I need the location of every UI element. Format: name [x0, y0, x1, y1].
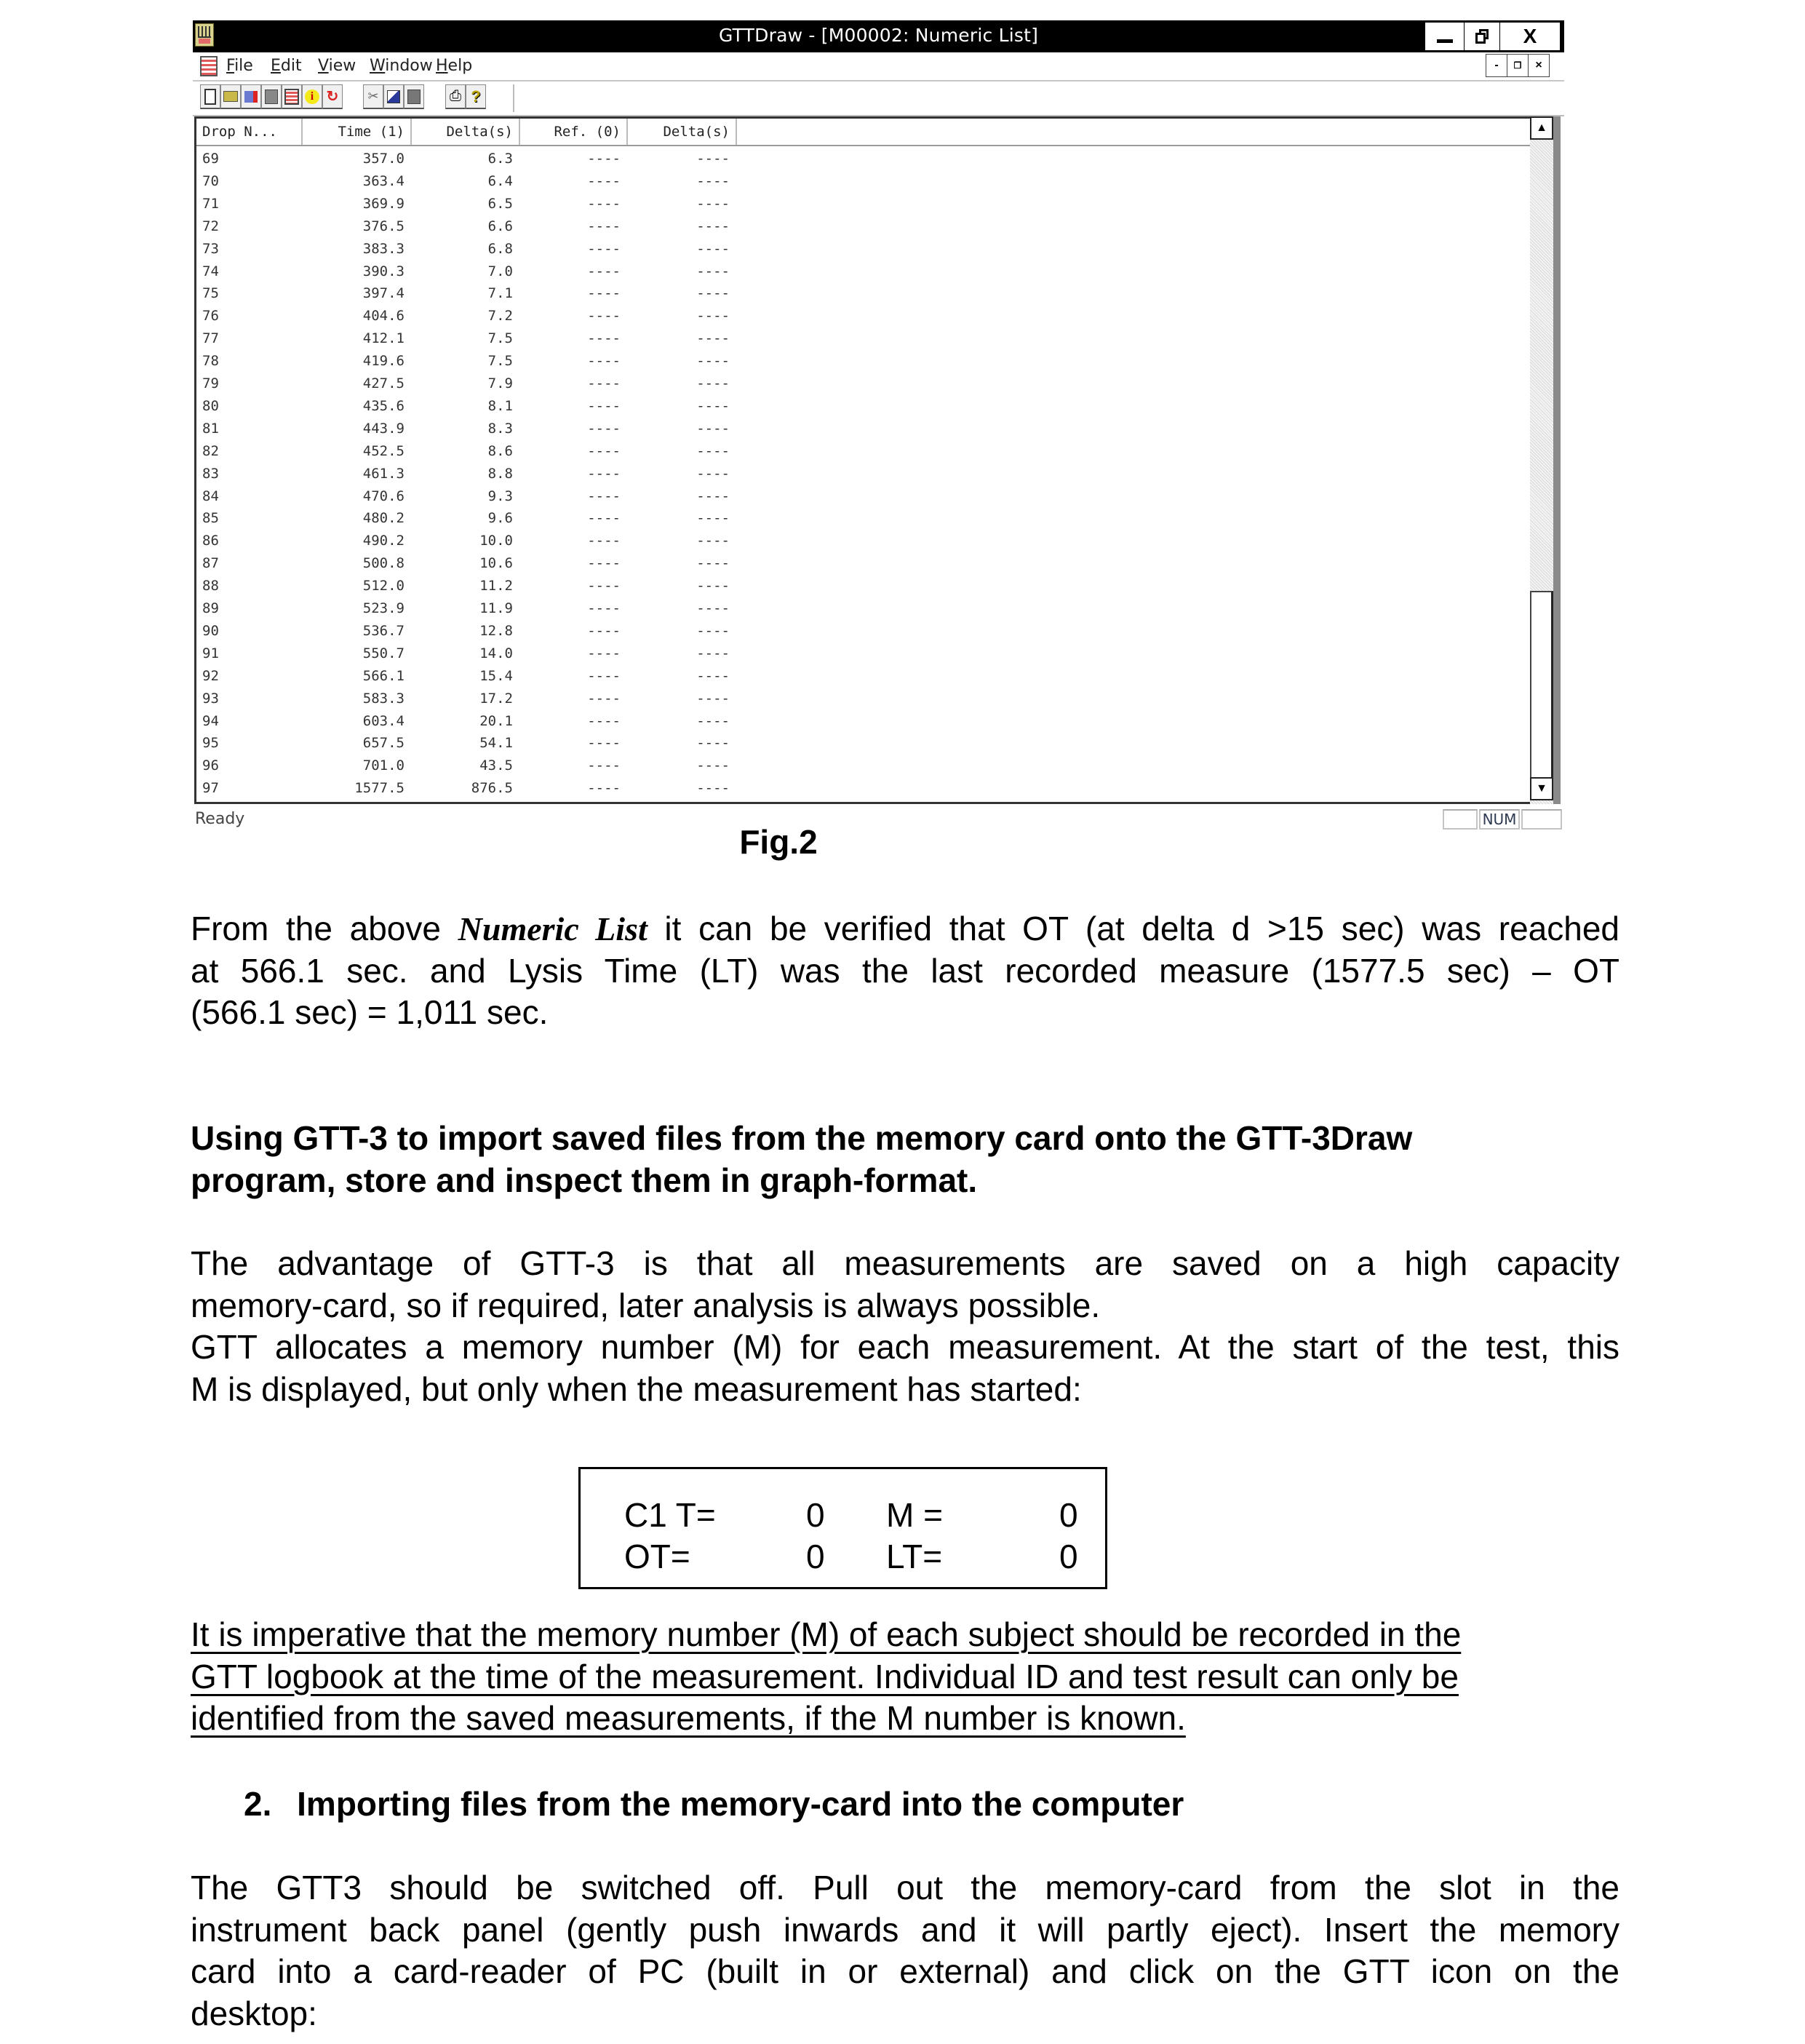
cell-delta: 6.5: [487, 195, 513, 212]
table-row[interactable]: [196, 777, 778, 800]
cell-delta-ref: ----: [696, 172, 730, 189]
cell-drop-number: 83: [202, 465, 219, 482]
cell-delta-ref: ----: [696, 578, 730, 594]
window-close-button[interactable]: [1499, 22, 1561, 51]
cell-ref: ----: [587, 195, 621, 212]
column-header-delta[interactable]: Delta(s): [412, 119, 520, 145]
display-label-c1t: C1 T=: [624, 1496, 716, 1534]
cell-drop-number: 97: [202, 780, 219, 797]
table-row[interactable]: [196, 395, 778, 418]
cell-time: 490.2: [362, 533, 405, 549]
column-header-drop-number[interactable]: Drop N...: [196, 119, 303, 145]
cell-delta: 6.6: [487, 218, 513, 234]
menu-bar: [193, 52, 1564, 81]
cell-ref: ----: [587, 578, 621, 594]
cell-time: 1577.5: [354, 780, 405, 797]
cell-drop-number: 79: [202, 375, 219, 391]
cell-time: 657.5: [362, 735, 405, 752]
figure-caption: Fig.2: [739, 823, 818, 861]
cell-ref: ----: [587, 757, 621, 774]
menu-edit[interactable]: Edit: [271, 57, 302, 75]
table-row[interactable]: [196, 755, 778, 777]
menu-file-rest: ile: [234, 57, 253, 75]
cell-delta-ref: ----: [696, 757, 730, 774]
scroll-down-button[interactable]: [1530, 777, 1553, 800]
cell-delta: 11.2: [479, 578, 513, 594]
cell-ref: ----: [587, 375, 621, 391]
section-title: Importing files from the memory-card into the computer: [297, 1785, 1184, 1823]
numeric-list-button[interactable]: [282, 84, 302, 109]
cell-drop-number: 70: [202, 172, 219, 189]
cell-ref: ----: [587, 555, 621, 572]
paste-button[interactable]: [404, 84, 424, 109]
section-2-heading: [244, 1784, 1184, 1824]
cell-delta-ref: ----: [696, 151, 730, 167]
cell-delta: 10.0: [479, 533, 513, 549]
cell-time: 500.8: [362, 555, 405, 572]
numeric-list-icon: [284, 89, 299, 105]
window-title: GTTDraw - [M00002: Numeric List]: [718, 25, 1039, 46]
cell-delta-ref: ----: [696, 555, 730, 572]
menu-window[interactable]: Window: [370, 57, 433, 75]
imperative-note: It is imperative that the memory number (M) of each subject should be recorded in the GTT logbook at the time of the measurement. Individual ID and test result can only be identified from the saved measurements, if the M number is known.: [191, 1615, 1462, 1737]
cell-delta: 8.3: [487, 420, 513, 437]
cell-delta: 10.6: [479, 555, 513, 572]
table-row[interactable]: [196, 215, 778, 238]
arrow-up-icon: ▲: [1536, 122, 1547, 134]
cell-delta-ref: ----: [696, 420, 730, 437]
cell-delta: 6.8: [487, 240, 513, 257]
cell-delta: 15.4: [479, 667, 513, 684]
cell-delta-ref: ----: [696, 645, 730, 661]
table-row[interactable]: [196, 463, 778, 485]
cell-delta: 8.6: [487, 442, 513, 459]
cell-delta-ref: ----: [696, 735, 730, 752]
mdi-minimize-button[interactable]: [1486, 54, 1507, 77]
paragraph-import-steps: The GTT3 should be switched off. Pull out the memory-card from the slot in the instrument back panel (gently push inwards and it will partly eject). Insert the memory card into a card-reader of PC (built in or external) and click on the GTT icon on the desktop:: [191, 1869, 1619, 2032]
display-value-c1t: 0: [806, 1496, 825, 1534]
close-icon: ×: [1535, 59, 1542, 71]
cell-delta: 12.8: [479, 622, 513, 639]
cell-time: 412.1: [362, 330, 405, 347]
cell-drop-number: 78: [202, 353, 219, 370]
copy-button[interactable]: [383, 84, 404, 109]
copy-icon: [387, 90, 400, 103]
window-restore-button[interactable]: [1464, 22, 1500, 51]
restore-icon: ❐: [1513, 60, 1522, 71]
table-row[interactable]: [196, 530, 778, 552]
refresh-button[interactable]: [322, 84, 343, 109]
cell-delta: 6.4: [487, 172, 513, 189]
cell-time: 383.3: [362, 240, 405, 257]
cell-delta-ref: ----: [696, 195, 730, 212]
cell-ref: ----: [587, 465, 621, 482]
paste-icon: [407, 90, 421, 104]
cell-delta: 9.3: [487, 488, 513, 504]
section-number: 2.: [244, 1785, 272, 1823]
arrow-down-icon: ▼: [1536, 782, 1547, 795]
refresh-icon: ↻: [326, 89, 339, 105]
menu-view[interactable]: View: [318, 57, 356, 75]
cell-drop-number: 73: [202, 240, 219, 257]
export-button[interactable]: [241, 84, 261, 109]
cell-delta-ref: ----: [696, 442, 730, 459]
table-row[interactable]: [196, 710, 778, 733]
cell-delta-ref: ----: [696, 218, 730, 234]
cell-drop-number: 85: [202, 510, 219, 527]
table-row[interactable]: [196, 282, 778, 305]
numeric-list-emphasis: Numeric List: [458, 910, 648, 947]
table-row[interactable]: [196, 575, 778, 597]
cell-delta-ref: ----: [696, 533, 730, 549]
cell-drop-number: 84: [202, 488, 219, 504]
print-icon: ⎙: [450, 88, 461, 104]
status-text: Ready: [195, 810, 245, 828]
cell-drop-number: 91: [202, 645, 219, 661]
open-button[interactable]: [220, 84, 241, 109]
cell-time: 397.4: [362, 285, 405, 302]
cell-drop-number: 80: [202, 397, 219, 414]
cell-time: 357.0: [362, 151, 405, 167]
cell-delta: 43.5: [479, 757, 513, 774]
cell-delta: 8.8: [487, 465, 513, 482]
cell-time: 404.6: [362, 308, 405, 325]
display-label-ot: OT=: [624, 1538, 690, 1575]
display-label-m: M =: [886, 1496, 943, 1534]
cell-drop-number: 94: [202, 712, 219, 729]
cell-delta: 7.2: [487, 308, 513, 325]
cell-drop-number: 86: [202, 533, 219, 549]
cell-delta-ref: ----: [696, 622, 730, 639]
cell-delta-ref: ----: [696, 240, 730, 257]
cell-ref: ----: [587, 690, 621, 707]
cell-drop-number: 93: [202, 690, 219, 707]
cell-time: 452.5: [362, 442, 405, 459]
cell-ref: ----: [587, 645, 621, 661]
cell-delta-ref: ----: [696, 667, 730, 684]
cell-drop-number: 72: [202, 218, 219, 234]
cell-ref: ----: [587, 172, 621, 189]
cell-ref: ----: [587, 600, 621, 616]
cell-time: 480.2: [362, 510, 405, 527]
restore-icon: [1475, 29, 1489, 44]
table-row[interactable]: [196, 732, 778, 755]
section-heading-import: Using GTT-3 to import saved files from the memory card onto the GTT-3Draw program, store and inspect them in graph-format.: [191, 1119, 1413, 1199]
cell-ref: ----: [587, 488, 621, 504]
cell-ref: ----: [587, 510, 621, 527]
cell-delta-ref: ----: [696, 465, 730, 482]
close-icon: X: [1523, 25, 1537, 47]
cell-ref: ----: [587, 442, 621, 459]
cell-time: 419.6: [362, 353, 405, 370]
cell-time: 550.7: [362, 645, 405, 661]
cell-delta: 7.5: [487, 353, 513, 370]
table-row[interactable]: [196, 170, 778, 193]
cut-icon: ✂: [367, 89, 379, 103]
table-row[interactable]: [196, 507, 778, 530]
cell-delta-ref: ----: [696, 690, 730, 707]
display-value-ot: 0: [806, 1538, 825, 1575]
cell-delta: 8.1: [487, 397, 513, 414]
cell-time: 461.3: [362, 465, 405, 482]
table-row[interactable]: [196, 485, 778, 508]
menu-help[interactable]: Help: [436, 57, 473, 75]
frame-edge: [1553, 116, 1561, 804]
cell-time: 435.6: [362, 397, 405, 414]
table-row[interactable]: [196, 597, 778, 620]
cell-time: 376.5: [362, 218, 405, 234]
table-row[interactable]: [196, 418, 778, 440]
cell-drop-number: 75: [202, 285, 219, 302]
cut-button[interactable]: [363, 84, 383, 109]
minimize-icon: -: [1494, 59, 1499, 71]
cell-time: 390.3: [362, 263, 405, 279]
vertical-scrollbar[interactable]: [1530, 116, 1553, 804]
cell-delta-ref: ----: [696, 353, 730, 370]
table-row[interactable]: [196, 350, 778, 373]
cell-ref: ----: [587, 240, 621, 257]
table-row[interactable]: [196, 238, 778, 261]
numeric-list-table: [194, 116, 1561, 804]
column-header-ref[interactable]: Ref. (0): [520, 119, 628, 145]
cell-ref: ----: [587, 533, 621, 549]
cell-time: 701.0: [362, 757, 405, 774]
cell-delta-ref: ----: [696, 488, 730, 504]
cell-delta: 876.5: [471, 780, 513, 797]
cell-ref: ----: [587, 712, 621, 729]
info-button[interactable]: [302, 84, 322, 109]
new-file-icon: [204, 89, 216, 105]
cell-time: 369.9: [362, 195, 405, 212]
cell-ref: ----: [587, 218, 621, 234]
document-icon[interactable]: [200, 56, 218, 76]
cell-time: 603.4: [362, 712, 405, 729]
cell-ref: ----: [587, 735, 621, 752]
gttdraw-window: [193, 20, 1564, 832]
cell-time: 443.9: [362, 420, 405, 437]
cell-delta: 20.1: [479, 712, 513, 729]
column-header-time[interactable]: Time (1): [303, 119, 412, 145]
cell-delta: 7.1: [487, 285, 513, 302]
cell-ref: ----: [587, 330, 621, 347]
cell-time: 583.3: [362, 690, 405, 707]
display-value-m: 0: [1059, 1496, 1078, 1534]
cell-drop-number: 81: [202, 420, 219, 437]
table-row[interactable]: [196, 552, 778, 575]
display-value-lt: 0: [1059, 1538, 1078, 1575]
cell-ref: ----: [587, 285, 621, 302]
cell-ref: ----: [587, 308, 621, 325]
open-folder-icon: [223, 91, 238, 102]
mdi-close-button[interactable]: [1528, 54, 1550, 77]
cell-drop-number: 87: [202, 555, 219, 572]
table-row[interactable]: [196, 327, 778, 350]
instrument-display-box: [578, 1467, 1107, 1589]
table-row[interactable]: [196, 643, 778, 665]
cell-delta: 17.2: [479, 690, 513, 707]
cell-delta-ref: ----: [696, 397, 730, 414]
cell-delta-ref: ----: [696, 780, 730, 797]
cell-delta: 11.9: [479, 600, 513, 616]
cell-delta-ref: ----: [696, 510, 730, 527]
cell-ref: ----: [587, 263, 621, 279]
cell-ref: ----: [587, 622, 621, 639]
table-row[interactable]: [196, 193, 778, 215]
display-label-lt: LT=: [886, 1538, 943, 1575]
table-row[interactable]: [196, 665, 778, 688]
cell-delta: 7.0: [487, 263, 513, 279]
minimize-icon: [1437, 39, 1453, 43]
cell-delta: 54.1: [479, 735, 513, 752]
cell-drop-number: 92: [202, 667, 219, 684]
export-icon: [244, 91, 258, 103]
cell-delta: 6.3: [487, 151, 513, 167]
title-bar[interactable]: [193, 20, 1564, 52]
paragraph-advantage: The advantage of GTT-3 is that all measurements are saved on a high capacity memory-card, so if required, later analysis is always possible. GTT allocates a memory number (M) for each measurement. At the start of the test, this M is displayed, but only when the measurement has started:: [191, 1244, 1619, 1408]
cell-drop-number: 90: [202, 622, 219, 639]
cell-drop-number: 76: [202, 308, 219, 325]
cell-time: 427.5: [362, 375, 405, 391]
cell-ref: ----: [587, 667, 621, 684]
table-row[interactable]: [196, 440, 778, 463]
table-row[interactable]: [196, 261, 778, 283]
cell-drop-number: 96: [202, 757, 219, 774]
table-row[interactable]: [196, 305, 778, 327]
cell-drop-number: 89: [202, 600, 219, 616]
save-disk-icon: [265, 90, 278, 104]
cell-delta-ref: ----: [696, 285, 730, 302]
cell-delta-ref: ----: [696, 263, 730, 279]
cell-ref: ----: [587, 151, 621, 167]
cell-time: 566.1: [362, 667, 405, 684]
cell-delta: 9.6: [487, 510, 513, 527]
cell-drop-number: 69: [202, 151, 219, 167]
cell-drop-number: 77: [202, 330, 219, 347]
help-button[interactable]: [466, 84, 486, 109]
cell-delta-ref: ----: [696, 712, 730, 729]
cell-time: 470.6: [362, 488, 405, 504]
window-minimize-button[interactable]: [1425, 22, 1465, 51]
cell-time: 536.7: [362, 622, 405, 639]
cell-ref: ----: [587, 397, 621, 414]
cell-ref: ----: [587, 353, 621, 370]
cell-drop-number: 82: [202, 442, 219, 459]
table-row[interactable]: [196, 620, 778, 643]
cell-delta-ref: ----: [696, 330, 730, 347]
info-icon: i: [305, 90, 319, 104]
cell-delta-ref: ----: [696, 375, 730, 391]
cell-time: 523.9: [362, 600, 405, 616]
menu-file[interactable]: File: [226, 57, 253, 75]
scroll-up-button[interactable]: [1530, 116, 1553, 140]
cell-ref: ----: [587, 420, 621, 437]
status-pane-num: NUM: [1479, 809, 1520, 830]
table-row[interactable]: [196, 688, 778, 710]
cell-time: 512.0: [362, 578, 405, 594]
save-button[interactable]: [261, 84, 282, 109]
cell-ref: ----: [587, 780, 621, 797]
new-file-button[interactable]: [200, 84, 220, 109]
cell-drop-number: 71: [202, 195, 219, 212]
cell-drop-number: 95: [202, 735, 219, 752]
cell-delta: 7.5: [487, 330, 513, 347]
mdi-restore-button[interactable]: [1507, 54, 1529, 77]
paragraph-ot-lt: From the above Numeric List it can be verified that OT (at delta d >15 sec) was reached at 566.1 sec. and Lysis Time (LT) was the last recorded measure (1577.5 sec) – OT (566.1 sec) = 1,011 sec.: [191, 910, 1619, 1031]
cell-delta: 7.9: [487, 375, 513, 391]
table-header: [196, 119, 1531, 146]
cell-drop-number: 74: [202, 263, 219, 279]
cell-drop-number: 88: [202, 578, 219, 594]
cell-time: 363.4: [362, 172, 405, 189]
cell-delta-ref: ----: [696, 600, 730, 616]
print-button[interactable]: [445, 84, 466, 109]
table-row[interactable]: [196, 148, 778, 170]
table-row[interactable]: [196, 373, 778, 395]
cell-delta: 14.0: [479, 645, 513, 661]
toolbar: [193, 81, 1564, 116]
help-icon: ?: [471, 87, 481, 106]
column-header-delta-ref[interactable]: Delta(s): [628, 119, 737, 145]
scroll-thumb[interactable]: [1530, 591, 1553, 779]
cell-delta-ref: ----: [696, 308, 730, 325]
